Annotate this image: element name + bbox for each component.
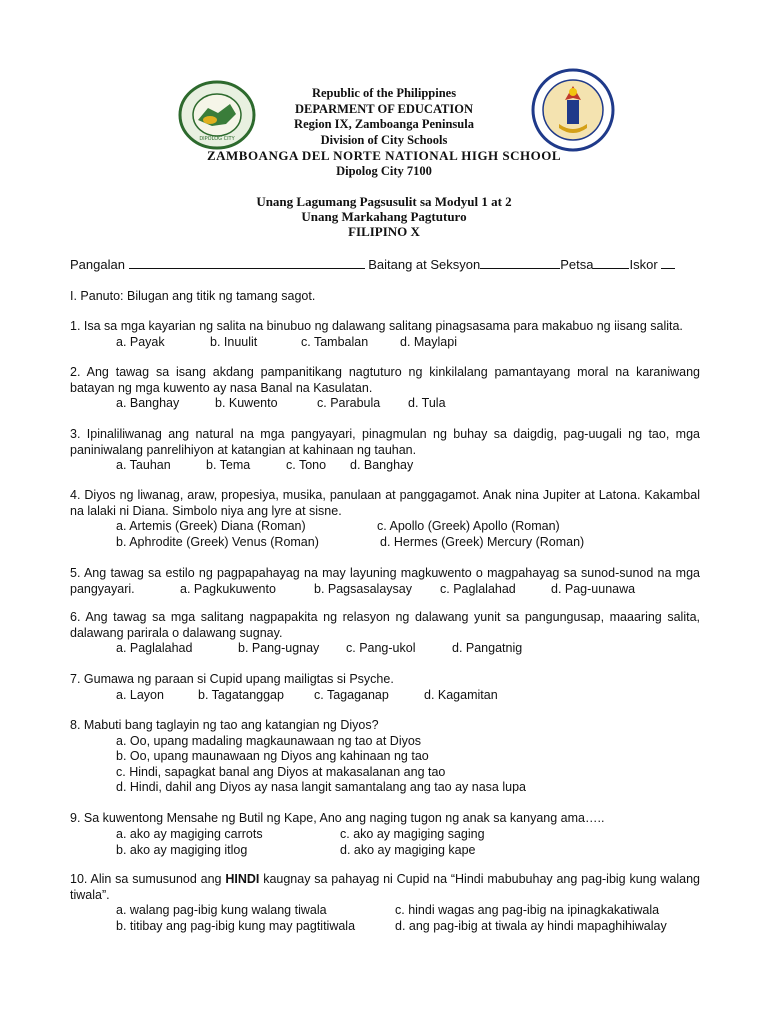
option-a[interactable]: a. walang pag-ibig kung walang tiwala <box>116 903 327 917</box>
option-d[interactable]: d. ako ay magiging kape <box>340 842 476 857</box>
question-text <box>70 872 700 903</box>
question-text-pre: 10. Alin sa sumusunod ang <box>70 872 226 886</box>
logo-left-city: DIPOLOG CITY <box>199 136 235 142</box>
option-b[interactable]: b. Tema <box>206 458 251 472</box>
option-c[interactable]: c. Pang-ukol <box>346 641 416 655</box>
option-b[interactable]: b. Inuulit <box>210 334 258 349</box>
option-d[interactable]: d. Hermes (Greek) Mercury (Roman) <box>380 535 585 549</box>
question-text: 2. Ang tawag sa isang akdang pampanitikang nagtuturo ng kinkilalang pamantayang moral na karaniwang batayan ng mga kuwento ay nasa Banal na Kasulatan. <box>70 365 700 395</box>
option-b[interactable]: b. Pagsasalaysay <box>314 582 412 596</box>
name-label: Pangalan <box>70 257 125 272</box>
option-b[interactable]: b. Pang-ugnay <box>238 641 320 655</box>
option-c[interactable]: c. Apollo (Greek) Apollo (Roman) <box>377 519 560 533</box>
option-b[interactable]: b. Tagatanggap <box>198 687 284 702</box>
exam-title-line1: Unang Lagumang Pagsusulit sa Modyul 1 at 2 <box>256 194 512 209</box>
question-text: 7. Gumawa ng paraan si Cupid upang mailigtas si Psyche. <box>70 672 394 686</box>
question-text: 5. Ang tawag sa estilo ng pagpapahayag na may layuning magkuwento o magpahayag sa sunod-sunod na mga pangyayari. <box>70 566 700 596</box>
option-d[interactable]: d. Maylapi <box>400 334 457 349</box>
question-2 <box>70 365 700 412</box>
option-a[interactable]: a. Payak <box>116 334 165 349</box>
date-field[interactable] <box>593 256 629 269</box>
question-8 <box>70 718 700 796</box>
option-d[interactable]: d. Kagamitan <box>424 687 498 702</box>
option-d[interactable]: d. ang pag-ibig at tiwala ay hindi mapaghihiwalay <box>395 919 667 933</box>
department-line: DEPARMENT OF EDUCATION <box>294 101 473 116</box>
question-text: 4. Diyos ng liwanag, araw, propesiya, musika, panulaan at panggagamot. Anak nina Jupiter at Latona. Kakambal na lalaki ni Diana. Simbolo niya ang lyre at sisne. <box>70 488 700 518</box>
option-a[interactable]: a. Banghay <box>116 396 180 410</box>
option-d[interactable]: d. Pangatnig <box>452 641 523 655</box>
region-line: Region IX, Zamboanga Peninsula <box>294 117 474 131</box>
option-c[interactable]: c. hindi wagas ang pag-ibig na ipinagkakatiwala <box>395 903 660 917</box>
section-field[interactable] <box>480 256 560 269</box>
question-1 <box>70 319 700 351</box>
score-field[interactable] <box>661 256 675 269</box>
option-a[interactable]: a. Paglalahad <box>116 641 193 655</box>
option-c[interactable]: c. ako ay magiging saging <box>340 826 485 841</box>
option-d[interactable]: d. Pag-uunawa <box>551 582 636 596</box>
option-c[interactable]: c. Tono <box>286 458 327 472</box>
question-text: 3. Ipinaliliwanag ang natural na mga pangyayari, pinagmulan ng buhay sa daigdig, pag-uugali ng tao, mga paniniwalang panrelihiyon at katangian at kahinaan ng tauhan. <box>70 427 700 457</box>
question-4 <box>70 488 700 551</box>
option-b[interactable]: b. Oo, upang maunawaan ng Diyos ang kahinaan ng tao <box>116 749 429 763</box>
exam-title-line2: Unang Markahang Pagtuturo <box>301 209 467 224</box>
question-3 <box>70 427 700 474</box>
option-d[interactable]: d. Tula <box>408 396 446 410</box>
option-a[interactable]: a. Oo, upang madaling magkaunawaan ng tao at Diyos <box>116 733 422 748</box>
option-a[interactable]: a. ako ay magiging carrots <box>116 826 263 841</box>
exam-subject: FILIPINO X <box>348 224 420 239</box>
question-9 <box>70 811 700 859</box>
option-b[interactable]: b. titibay ang pag-ibig kung may pagtitiwala <box>116 919 356 933</box>
option-a[interactable]: a. Artemis (Greek) Diana (Roman) <box>116 519 306 533</box>
option-a[interactable]: a. Layon <box>116 687 164 702</box>
option-b[interactable]: b. Aphrodite (Greek) Venus (Roman) <box>116 535 319 549</box>
section-label: Baitang at Seksyon <box>368 257 481 272</box>
letterhead <box>0 86 768 179</box>
question-text: 1. Isa sa mga kayarian ng salita na binubuo ng dalawang salitang pinagsasama para makabuo ng iisang salita. <box>70 319 683 333</box>
question-text: 6. Ang tawag sa mga salitang nagpapakita ng relasyon ng dalawang yunit sa pangungusap, maaaring salita, dalawang parirala o dalawang sugnay. <box>70 610 700 640</box>
option-b[interactable]: b. Kuwento <box>215 396 278 410</box>
option-c[interactable]: c. Parabula <box>317 396 381 410</box>
date-label: Petsa <box>560 257 594 272</box>
option-d[interactable]: d. Hindi, dahil ang Diyos ay nasa langit samantalang ang tao ay nasa lupa <box>116 780 526 794</box>
option-c[interactable]: c. Tagaganap <box>314 687 389 702</box>
republic-line: Republic of the Philippines <box>311 86 457 100</box>
question-6 <box>70 610 700 657</box>
option-b[interactable]: b. ako ay magiging itlog <box>116 842 248 857</box>
question-7 <box>70 672 700 704</box>
question-text-emphasis: HINDI <box>225 872 260 886</box>
option-a[interactable]: a. Pagkukuwento <box>180 582 276 596</box>
option-a[interactable]: a. Tauhan <box>116 458 171 472</box>
school-name: ZAMBOANGA DEL NORTE NATIONAL HIGH SCHOOL <box>206 148 562 163</box>
option-c[interactable]: c. Tambalan <box>301 334 369 349</box>
student-info-line <box>70 256 700 272</box>
question-text-post: kaugnay sa pahayag ni Cupid na “Hindi mabubuhay ang pag-ibig kung walang tiwala”. <box>70 872 701 902</box>
name-field[interactable] <box>129 256 365 269</box>
exam-title <box>0 194 768 239</box>
question-text: 9. Sa kuwentong Mensahe ng Butil ng Kape, Ano ang naging tugon ng anak sa kanyang ama….. <box>70 811 605 825</box>
option-list <box>70 734 700 796</box>
division-line: Division of City Schools <box>320 132 448 147</box>
option-c[interactable]: c. Hindi, sapagkat banal ang Diyos at makasalanan ang tao <box>116 764 446 779</box>
option-d[interactable]: d. Banghay <box>350 458 414 472</box>
instructions: I. Panuto: Bilugan ang titik ng tamang sagot. <box>70 289 316 303</box>
question-5-options <box>70 582 700 598</box>
city-line: Dipolog City 7100 <box>336 163 432 178</box>
score-label: Iskor <box>629 257 658 272</box>
question-10 <box>70 872 700 935</box>
question-text: 8. Mabuti bang taglayin ng tao ang katangian ng Diyos? <box>70 718 379 732</box>
option-c[interactable]: c. Paglalahad <box>440 582 516 596</box>
